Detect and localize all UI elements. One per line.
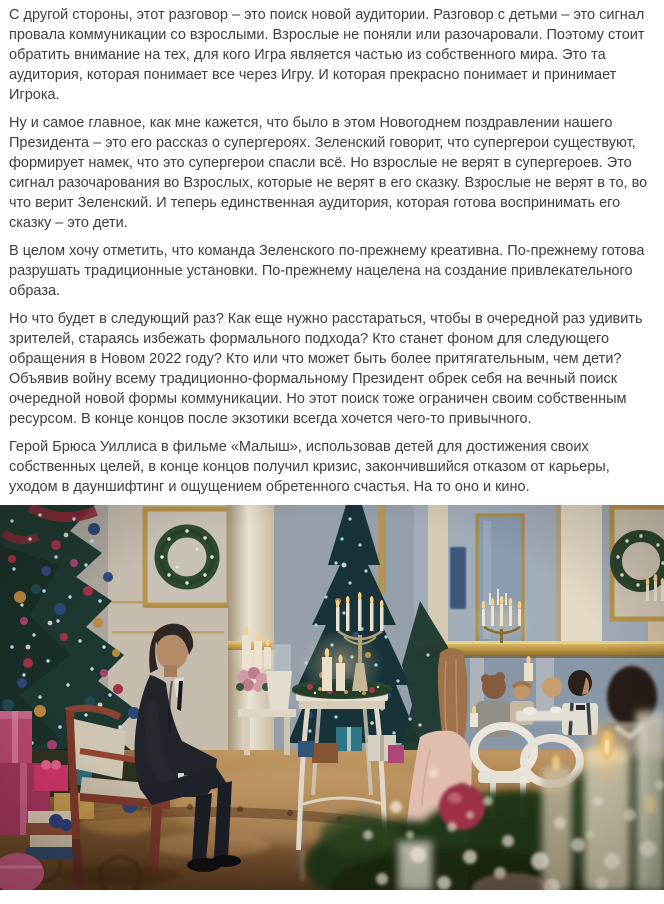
article-paragraph: С другой стороны, этот разговор – это поиск новой аудитории. Разговор с детьми – это сигнал провала коммуникации со взрослыми. Взрослые не поняли или разочаровали. Поэтому стоит обратить внимание на тех, для кого Игра является частью из собственного мира. Это та аудитория, которая понимает все через Игру. И которая прекрасно понимает и принимает Игрока.	[9, 7, 645, 103]
article-paragraph: Герой Брюса Уиллиса в фильме «Малыш», использовав детей для достижения своих собственных целей, в конце концов получил кризис, закончившийся отказом от карьеры, уходом в дауншифтинг и ощущением обретенного счастья. На то оно и кино.	[9, 439, 610, 495]
article-paragraph: В целом хочу отметить, что команда Зеленского по-прежнему креативна. По-прежнему готова разрушать традиционные установки. По-прежнему нацелена на создание привлекательного образа.	[9, 243, 645, 299]
article-photo	[0, 505, 664, 890]
holiday-hall-photo-illustration	[0, 505, 664, 890]
article-paragraph: Ну и самое главное, как мне кажется, что было в этом Новогоднем поздравлении нашего Президента – это его рассказ о супергероях. Зеленский говорит, что супергерои существуют, формирует намек, что это супергерои спасли всё. Но взрослые не верят в супергероев. Это сигнал разочарования во Взрослых, которые не верят в его сказку. Взрослые не верят в то, во что верит Зеленский. И теперь единственная аудитория, которая готова воспринимать его сказку – это дети.	[9, 115, 648, 231]
warm-cast-overlay	[0, 505, 664, 890]
article-paragraph: Но что будет в следующий раз? Как еще нужно расстараться, чтобы в очередной раз удивить зрителей, стараясь избежать формального подхода? Кто станет фоном для следующего обращения в Новом 2022 году? Кто или что может быть более притягательным, чем дети? Объявив войну всему традиционно-формальному Президент обрек себя на вечный поиск очередной новой формы коммуникации. Но этот поиск тоже ограничен своим собственным ресурсом. В конце концов после экзотики всегда хочется чего-то привычного.	[9, 311, 643, 427]
